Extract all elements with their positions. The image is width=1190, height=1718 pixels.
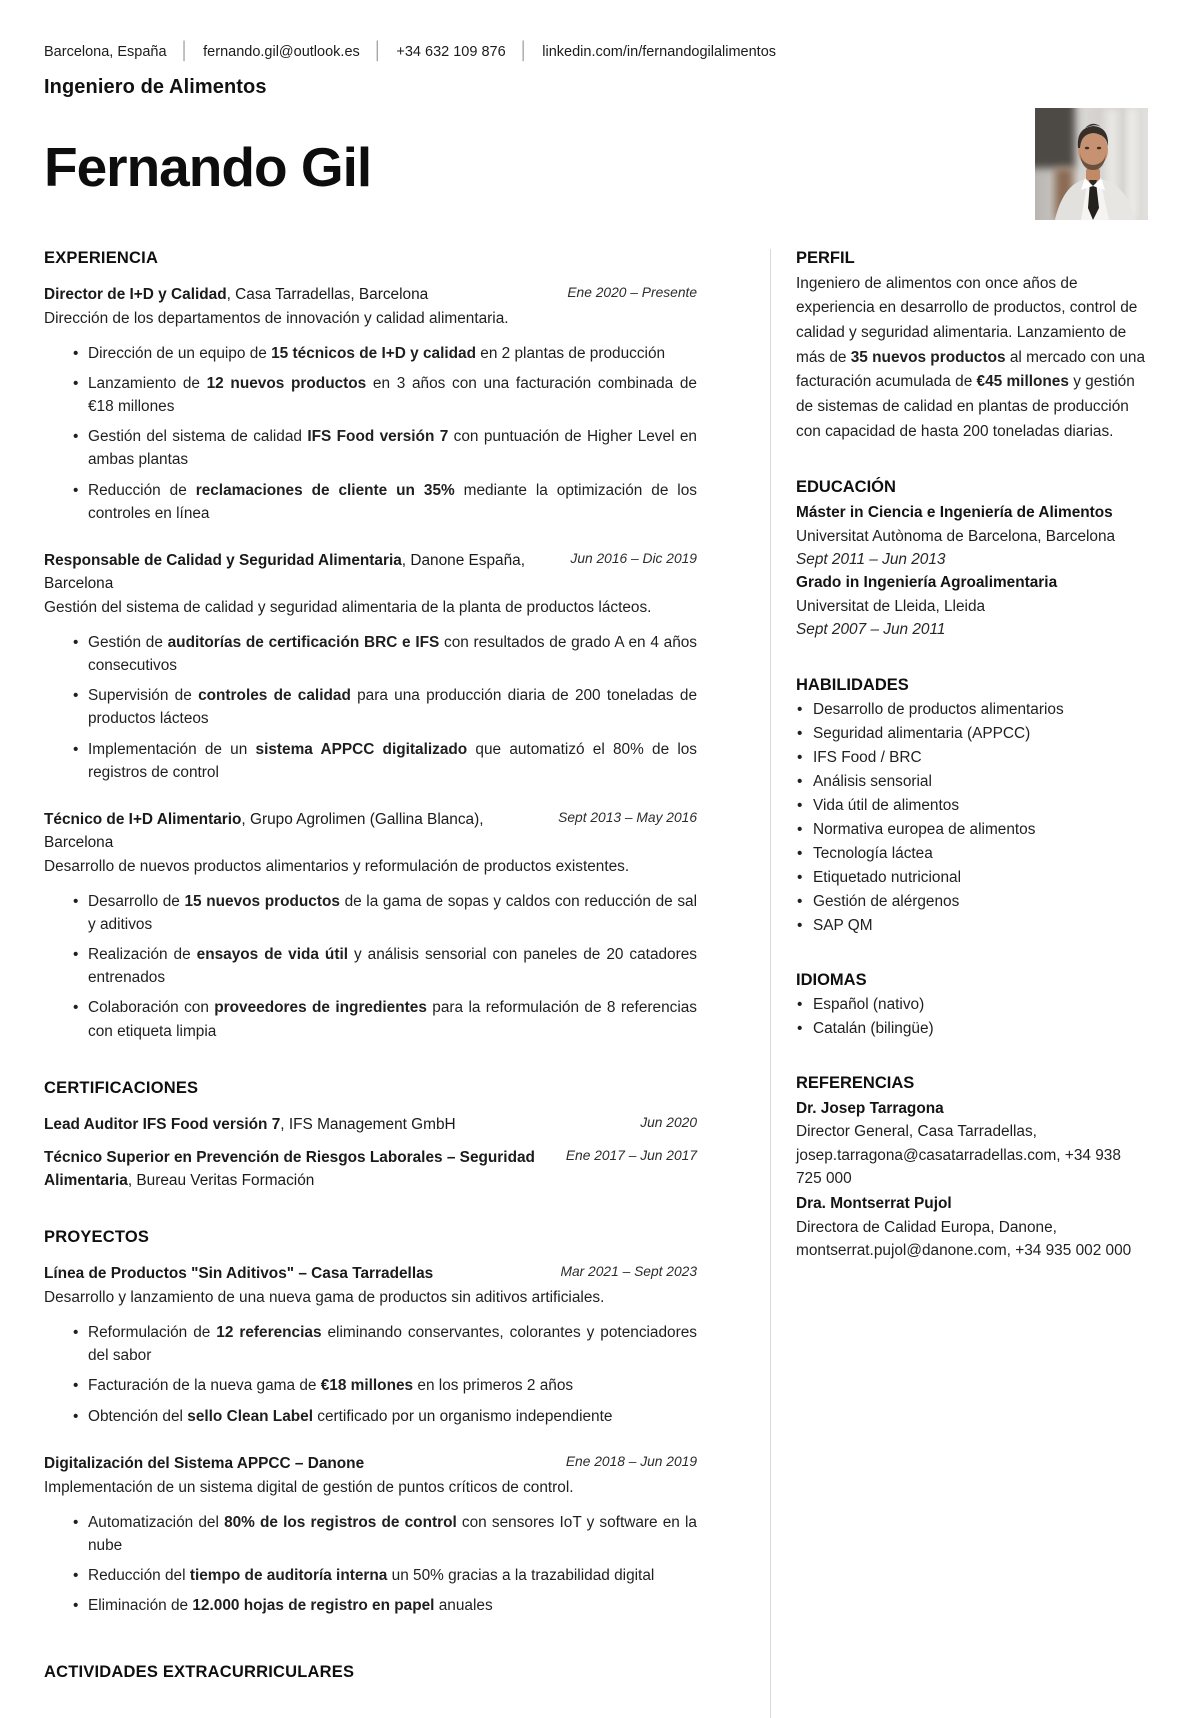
- section-heading-perfil: PERFIL: [796, 248, 855, 267]
- language-item: • Catalán (bilingüe): [796, 1018, 1148, 1040]
- project-summary: Implementación de un sistema digital de gestión de puntos críticos de control.: [44, 1478, 574, 1496]
- skill-item: • Gestión de alérgenos: [796, 891, 1148, 913]
- contact-line: [44, 42, 1148, 62]
- bullet-item: • Colaboración con proveedores de ingredientes para la reformulación de 8 referencias con etiqueta limpia: [88, 996, 697, 1042]
- skills-list: [796, 699, 1148, 937]
- contact-linkedin: linkedin.com/in/fernandogilalimentos: [542, 44, 777, 60]
- section-heading-experiencia: EXPERIENCIA: [44, 248, 159, 267]
- job-bullets: [44, 631, 697, 784]
- project-summary: Desarrollo y lanzamiento de una nueva gama de productos sin aditivos artificiales.: [44, 1289, 605, 1307]
- skill-item: • Normativa europea de alimentos: [796, 819, 1148, 841]
- perfil-text: Ingeniero de alimentos con once años de experiencia en desarrollo de productos, control de calidad y seguridad alimentaria. Lanzamiento de más de 35 nuevos productos al mercado con una facturación acumulada de €45 millones y gestión de sistemas de calidad en plantas de producción con capacidad de hasta 200 toneladas diarias.: [796, 274, 1146, 440]
- contact-separator: │: [372, 41, 384, 60]
- section-heading-educacion: EDUCACIÓN: [796, 478, 896, 497]
- skill-item: • Vida útil de alimentos: [796, 795, 1148, 817]
- reference-details: Director General, Casa Tarradellas, josep.tarragona@casatarradellas.com, +34 938 725 000: [796, 1123, 1121, 1188]
- bullet-item: • Dirección de un equipo de 15 técnicos de I+D y calidad en 2 plantas de producción: [88, 342, 697, 365]
- education-school: Universitat Autònoma de Barcelona, Barcelona: [796, 527, 1116, 545]
- bullet-item: • Realización de ensayos de vida útil y análisis sensorial con paneles de 20 catadores entrenados: [88, 943, 697, 989]
- job-title: Responsable de Calidad y Seguridad Alimentaria, Danone España, Barcelona: [44, 551, 526, 592]
- education-dates: Sept 2007 – Jun 2011: [796, 621, 946, 639]
- section-heading-proyectos: PROYECTOS: [44, 1228, 150, 1247]
- education-entry: [796, 571, 1148, 641]
- section-experiencia: [44, 249, 697, 1043]
- certification-entry: [44, 1113, 697, 1136]
- bullet-item: • Reformulación de 12 referencias eliminando conservantes, colorantes y potenciadores del sabor: [88, 1321, 697, 1367]
- left-column: [44, 249, 770, 1718]
- language-item: • Español (nativo): [796, 994, 1148, 1016]
- job-date: Ene 2020 – Presente: [567, 284, 697, 300]
- project-bullets: [44, 1321, 697, 1427]
- section-actividades: [44, 1663, 697, 1682]
- reference-name: Dra. Montserrat Pujol: [796, 1195, 952, 1213]
- reference-entry: [796, 1192, 1148, 1262]
- reference-details: Directora de Calidad Europa, Danone, montserrat.pujol@danone.com, +34 935 002 000: [796, 1218, 1132, 1260]
- section-heading-referencias: REFERENCIAS: [796, 1073, 915, 1092]
- skill-item: • Análisis sensorial: [796, 771, 1148, 793]
- project-bullets: [44, 1511, 697, 1617]
- section-educacion: [796, 478, 1148, 641]
- skill-item: • Desarrollo de productos alimentarios: [796, 699, 1148, 721]
- bullet-item: • Reducción del tiempo de auditoría interna un 50% gracias a la trazabilidad digital: [88, 1564, 697, 1587]
- job-summary: Gestión del sistema de calidad y seguridad alimentaria de la planta de productos lácteos.: [44, 598, 652, 616]
- content-columns: [44, 249, 1148, 1718]
- section-perfil: [796, 249, 1148, 444]
- bullet-item: • Obtención del sello Clean Label certificado por un organismo independiente: [88, 1405, 697, 1428]
- job-title: Director de I+D y Calidad, Casa Tarradellas, Barcelona: [44, 285, 429, 303]
- section-heading-actividades: ACTIVIDADES EXTRACURRICULARES: [44, 1663, 355, 1682]
- reference-name: Dr. Josep Tarragona: [796, 1099, 944, 1117]
- job-title: Técnico de I+D Alimentario, Grupo Agrolimen (Gallina Blanca), Barcelona: [44, 810, 484, 851]
- experience-entry: [44, 808, 697, 1043]
- section-heading-habilidades: HABILIDADES: [796, 675, 909, 694]
- right-column: [770, 249, 1148, 1718]
- experience-entry: [44, 549, 697, 784]
- bullet-item: • Automatización del 80% de los registros de control con sensores IoT y software en la nube: [88, 1511, 697, 1557]
- bullet-item: • Gestión de auditorías de certificación BRC e IFS con resultados de grado A en 4 años consecutivos: [88, 631, 697, 677]
- project-date: Mar 2021 – Sept 2023: [560, 1264, 697, 1280]
- job-date: Jun 2016 – Dic 2019: [570, 550, 697, 566]
- section-certificaciones: [44, 1079, 697, 1192]
- project-title: Digitalización del Sistema APPCC – Danone: [44, 1454, 365, 1472]
- bullet-item: • Reducción de reclamaciones de cliente un 35% mediante la optimización de los controles en línea: [88, 479, 697, 525]
- contact-phone: +34 632 109 876: [396, 44, 506, 60]
- bullet-item: • Supervisión de controles de calidad para una producción diaria de 200 toneladas de productos lácteos: [88, 684, 697, 730]
- section-idiomas: [796, 971, 1148, 1040]
- job-bullets: [44, 890, 697, 1043]
- experience-entry: [44, 283, 697, 525]
- education-dates: Sept 2011 – Jun 2013: [796, 551, 946, 569]
- skill-item: • Seguridad alimentaria (APPCC): [796, 723, 1148, 745]
- certification-title: Técnico Superior en Prevención de Riesgos Laborales – Seguridad Alimentaria, Bureau Veritas Formación: [44, 1148, 535, 1189]
- section-referencias: [796, 1074, 1148, 1263]
- contact-email: fernando.gil@outlook.es: [203, 44, 360, 60]
- education-degree: Grado in Ingeniería Agroalimentaria: [796, 574, 1058, 592]
- certification-entry: [44, 1146, 697, 1192]
- contact-location: Barcelona, España: [44, 44, 167, 60]
- project-date: Ene 2018 – Jun 2019: [565, 1453, 697, 1469]
- job-bullets: [44, 342, 697, 525]
- job-date: Sept 2013 – May 2016: [558, 809, 697, 825]
- role-title: Ingeniero de Alimentos: [44, 76, 267, 98]
- job-summary: Dirección de los departamentos de innovación y calidad alimentaria.: [44, 309, 509, 327]
- reference-entry: [796, 1097, 1148, 1191]
- candidate-name: Fernando Gil: [44, 136, 372, 198]
- project-entry: [44, 1452, 697, 1618]
- certification-date: Jun 2020: [640, 1114, 697, 1130]
- bullet-item: • Eliminación de 12.000 hojas de registro en papel anuales: [88, 1594, 697, 1617]
- skill-item: • Etiquetado nutricional: [796, 867, 1148, 889]
- contact-separator: │: [179, 41, 191, 60]
- certification-date: Ene 2017 – Jun 2017: [565, 1147, 697, 1163]
- education-school: Universitat de Lleida, Lleida: [796, 597, 986, 615]
- profile-photo: [1035, 108, 1148, 220]
- bullet-item: • Implementación de un sistema APPCC digitalizado que automatizó el 80% de los registros de control: [88, 738, 697, 784]
- section-heading-idiomas: IDIOMAS: [796, 970, 867, 989]
- section-heading-certificaciones: CERTIFICACIONES: [44, 1078, 199, 1097]
- bullet-item: • Lanzamiento de 12 nuevos productos en 3 años con una facturación combinada de €18 millones: [88, 372, 697, 418]
- project-title: Línea de Productos "Sin Aditivos" – Casa Tarradellas: [44, 1265, 434, 1283]
- education-degree: Máster in Ciencia e Ingeniería de Alimentos: [796, 504, 1113, 522]
- project-entry: [44, 1262, 697, 1428]
- skill-item: • SAP QM: [796, 915, 1148, 937]
- bullet-item: • Desarrollo de 15 nuevos productos de la gama de sopas y caldos con reducción de sal y aditivos: [88, 890, 697, 936]
- bullet-item: • Gestión del sistema de calidad IFS Food versión 7 con puntuación de Higher Level en ambas plantas: [88, 425, 697, 471]
- skill-item: • IFS Food / BRC: [796, 747, 1148, 769]
- contact-separator: │: [518, 41, 530, 60]
- section-proyectos: [44, 1228, 697, 1617]
- certification-title: Lead Auditor IFS Food versión 7, IFS Management GmbH: [44, 1115, 456, 1133]
- languages-list: [796, 994, 1148, 1040]
- skill-item: • Tecnología láctea: [796, 843, 1148, 865]
- job-summary: Desarrollo de nuevos productos alimentarios y reformulación de productos existentes.: [44, 857, 630, 875]
- bullet-item: • Facturación de la nueva gama de €18 millones en los primeros 2 años: [88, 1374, 697, 1397]
- education-entry: [796, 501, 1148, 571]
- section-habilidades: [796, 676, 1148, 937]
